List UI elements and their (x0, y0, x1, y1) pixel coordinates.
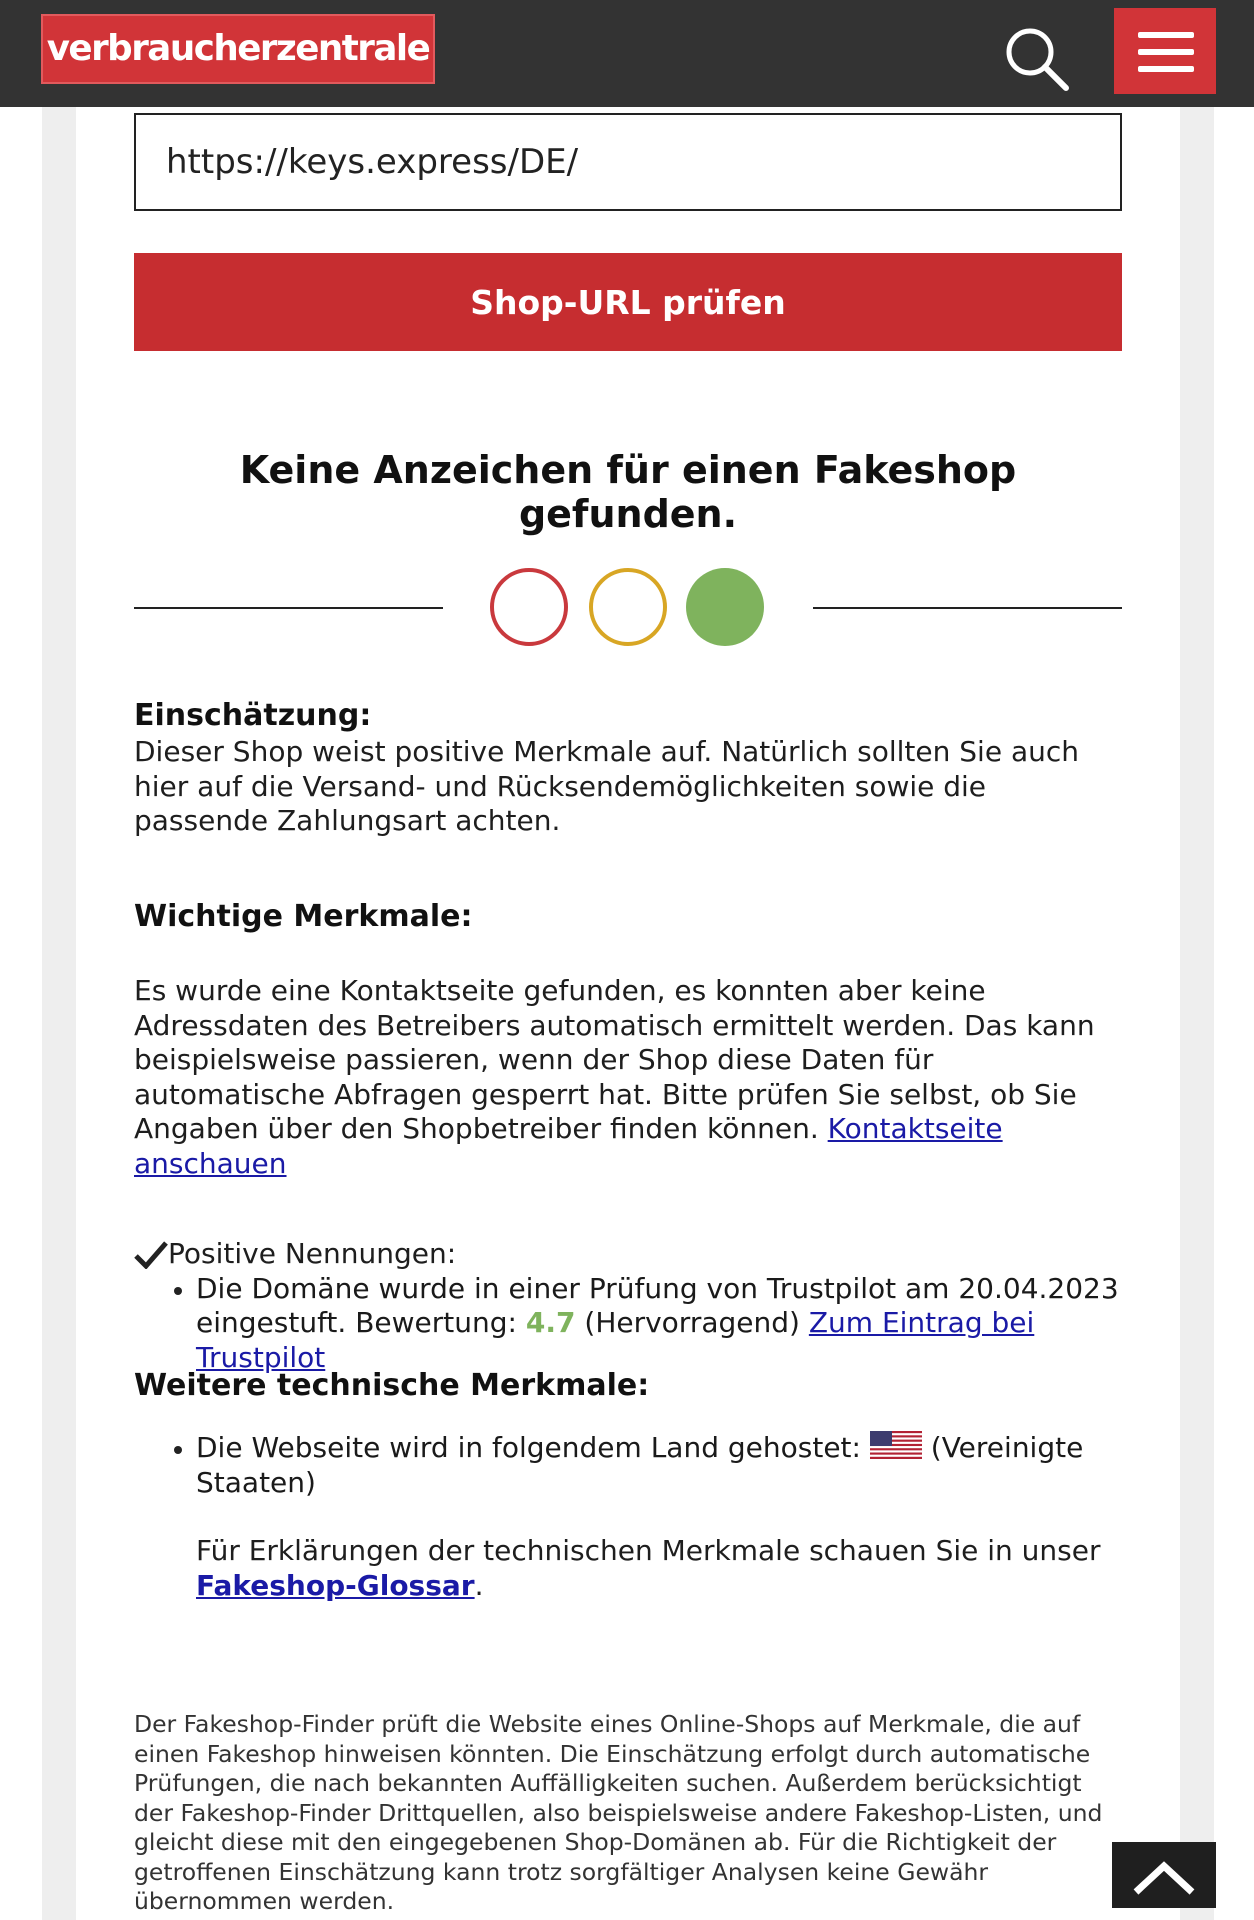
disclaimer-text: Der Fakeshop-Finder prüft die Website eines Online-Shops auf Merkmale, die auf einen Fakeshop hinweisen könnten. Die Einschätzung erfolgt durch automatische Prüfungen, die nach bekannten Auffälligkeiten suchen. Außerdem berücksichtigt der Fakeshop-Finder Drittquellen, also beispielsweise andere Fakeshop-Listen, und gleicht diese mit den eingegebenen Shop-Domänen ab. Für die Richtigkeit der getroffenen Einschätzung kann trotz sorgfältiger Analysen keine Gewähr übernommen werden. (134, 1710, 1103, 1915)
search-button[interactable] (1000, 22, 1072, 94)
glossary-suffix: . (474, 1568, 484, 1602)
trustpilot-rating: 4.7 (525, 1306, 576, 1339)
trustpilot-text: Die Domäne wurde in einer Prüfung von Trustpilot am 20.04.2023 eingestuft. Bewertung: (196, 1271, 1119, 1339)
positive-mentions (134, 1237, 1124, 1375)
contact-info-text (134, 974, 1124, 1181)
trustpilot-rating-word: (Hervorragend) (584, 1306, 800, 1339)
assessment-heading: Einschätzung: (134, 698, 372, 733)
traffic-light-green (686, 568, 764, 646)
glossary-note (134, 1534, 1124, 1603)
trustpilot-link[interactable]: Zum Eintrag bei Trustpilot (196, 1306, 1035, 1374)
assessment-text: Dieser Shop weist positive Merkmale auf. Natürlich sollten Sie auch hier auf die Versand- und Rücksendemöglichkeiten sowie die passende Zahlungsart achten. (134, 735, 1079, 837)
contact-page-link[interactable]: Kontaktseite anschauen (134, 1112, 1003, 1180)
shop-url-input[interactable] (134, 113, 1122, 211)
technical-section (134, 1368, 1124, 1603)
traffic-light-yellow (589, 568, 667, 646)
us-flag-icon (870, 1431, 922, 1459)
list-item (134, 1431, 1124, 1500)
check-shop-url-button[interactable]: Shop-URL prüfen (134, 253, 1122, 351)
glossary-link[interactable]: Fakeshop-Glossar (196, 1568, 475, 1602)
page-gutter-right (1180, 107, 1214, 1920)
contact-text: Es wurde eine Kontaktseite gefunden, es konnten aber keine Adressdaten des Betreibers automatisch ermittelt werden. Das kann beispielsweise passieren, wenn der Shop diese Daten für automatische Abfragen gesperrt hat. Bitte prüfen Sie selbst, ob Sie Angaben über den Shopbetreiber finden können. (134, 974, 1095, 1145)
search-icon (1000, 22, 1072, 94)
page-gutter-left (42, 107, 76, 1920)
hosting-text: Die Webseite wird in folgendem Land gehostet: (196, 1431, 861, 1464)
positive-mentions-label: Positive Nennungen: (168, 1237, 457, 1270)
divider-right (813, 607, 1122, 609)
glossary-text: Für Erklärungen der technischen Merkmale schauen Sie in unser (196, 1534, 1101, 1567)
site-logo[interactable]: verbraucherzentrale (41, 14, 435, 84)
scroll-to-top-button[interactable] (1112, 1842, 1216, 1908)
features-section (134, 899, 1124, 1375)
result-title: Keine Anzeichen für einen Fakeshop gefunden. (239, 448, 1017, 536)
hosting-country: (Vereinigte Staaten) (196, 1431, 1084, 1499)
technical-heading: Weitere technische Merkmale: (134, 1368, 650, 1403)
features-heading: Wichtige Merkmale: (134, 899, 473, 934)
traffic-light-red (490, 568, 568, 646)
assessment-section (134, 698, 1124, 839)
checkmark-icon (134, 1241, 168, 1269)
divider-left (134, 607, 443, 609)
menu-button[interactable] (1114, 8, 1216, 94)
list-item (134, 1272, 1124, 1376)
site-header (0, 0, 1254, 107)
chevron-up-icon (1112, 1842, 1216, 1908)
